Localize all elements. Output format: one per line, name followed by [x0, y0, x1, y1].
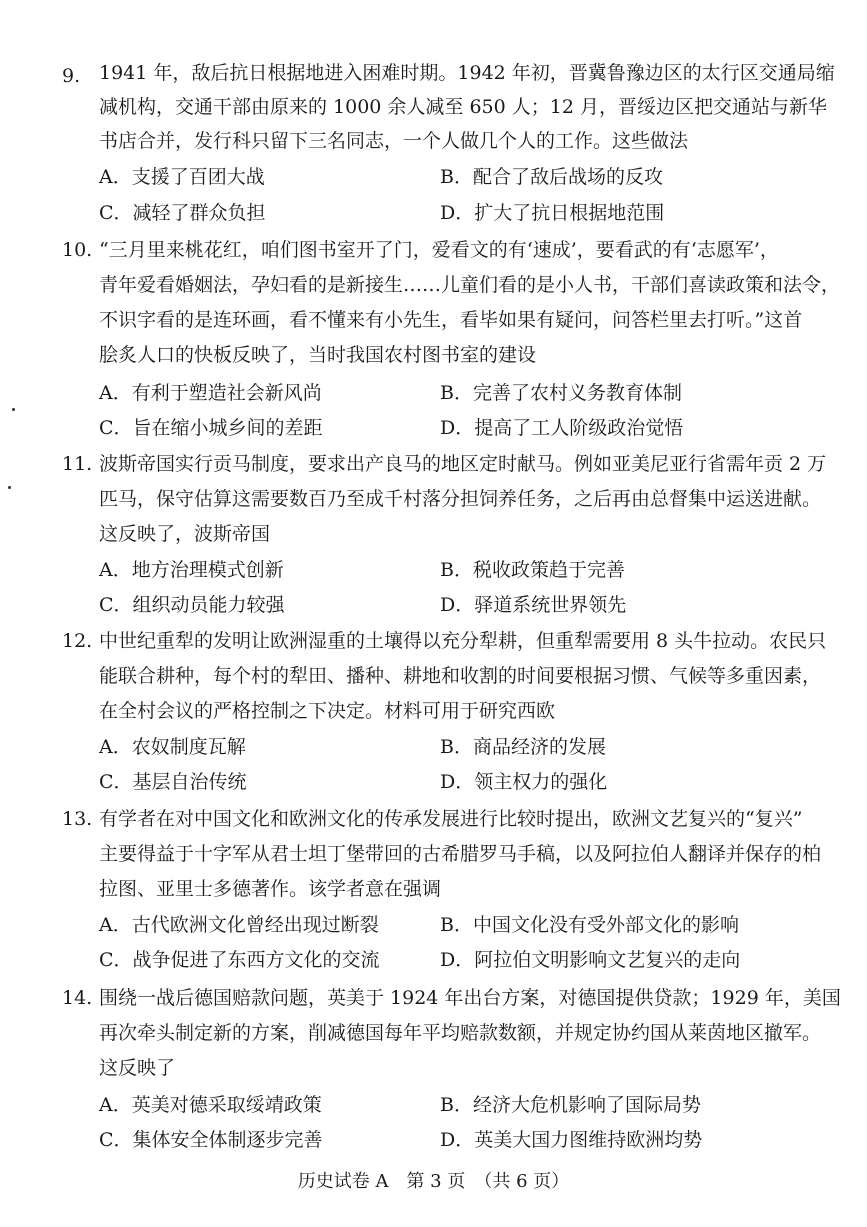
question-text-line: 这反映了 — [99, 1057, 176, 1079]
option-c: C．减轻了群众负担 — [99, 202, 266, 224]
option-a: A．农奴制度瓦解 — [99, 736, 246, 758]
question-number: 9. — [62, 65, 81, 87]
question-text-line: 再次牵头制定新的方案，削减德国每年平均赔款数额，并规定协约国从莱茵地区撤军。 — [99, 1022, 822, 1044]
question-text-line: 书店合并，发行科只留下三名同志，一个人做几个人的工作。这些做法 — [99, 130, 689, 152]
option-a: A．支援了百团大战 — [99, 166, 265, 188]
question-text-line: 主要得益于十字军从君士坦丁堡带回的古希腊罗马手稿，以及阿拉伯人翻译并保存的柏 — [99, 843, 822, 865]
question-text-line: 拉图、亚里士多德著作。该学者意在强调 — [99, 878, 442, 900]
option-b: B．配合了敌后战场的反攻 — [440, 166, 663, 188]
question-text-line: 青年爱看婚姻法，孕妇看的是新接生……儿童们看的是小人书，干部们喜读政策和法令， — [99, 274, 841, 296]
option-a: A．古代欧洲文化曾经出现过断裂 — [99, 914, 379, 936]
question-text-line: 波斯帝国实行贡马制度，要求出产良马的地区定时献马。例如亚美尼亚行省需年贡 2 万 — [99, 453, 827, 475]
option-b: B．完善了农村义务教育体制 — [440, 382, 682, 404]
scan-speck — [8, 486, 11, 489]
option-d: D．领主权力的强化 — [440, 771, 608, 793]
option-b: B．税收政策趋于完善 — [440, 559, 625, 581]
option-c: C．组织动员能力较强 — [99, 594, 285, 616]
question-number: 14. — [62, 987, 93, 1009]
option-d: D．提高了工人阶级政治觉悟 — [440, 417, 684, 439]
question-text-line: “三月里来桃花红，咱们图书室开了门，爱看文的有‘速成’，要看武的有‘志愿军’， — [99, 239, 779, 261]
question-text-line: 不识字看的是连环画，看不懂来有小先生，看毕如果有疑问，问答栏里去打听。”这首 — [99, 309, 803, 331]
option-b: B．商品经济的发展 — [440, 736, 606, 758]
question-number: 12. — [62, 630, 93, 652]
question-text-line: 能联合耕种，每个村的犁田、播种、耕地和收割的时间要根据习惯、气候等多重因素， — [99, 665, 822, 687]
option-b: B．经济大危机影响了国际局势 — [440, 1094, 701, 1116]
option-c: C．旨在缩小城乡间的差距 — [99, 417, 323, 439]
question-text-line: 减机构，交通干部由原来的 1000 余人减至 650 人；12 月，晋绥边区把交通站与新华 — [99, 96, 827, 118]
question-text-line: 脍炙人口的快板反映了，当时我国农村图书室的建设 — [99, 344, 537, 366]
option-d: D．驿道系统世界领先 — [440, 594, 627, 616]
option-c: C．基层自治传统 — [99, 771, 247, 793]
question-number: 13. — [62, 808, 93, 830]
question-number: 10. — [62, 239, 93, 261]
option-a: A．有利于塑造社会新风尚 — [99, 382, 322, 404]
option-d: D．扩大了抗日根据地范围 — [440, 202, 665, 224]
question-text-line: 1941 年，敌后抗日根据地进入困难时期。1942 年初，晋冀鲁豫边区的太行区交通局缩 — [99, 62, 835, 84]
option-c: C．集体安全体制逐步完善 — [99, 1129, 323, 1151]
option-c: C．战争促进了东西方文化的交流 — [99, 949, 380, 971]
question-text-line: 在全村会议的严格控制之下决定。材料可用于研究西欧 — [99, 700, 556, 722]
option-a: A．英美对德采取绥靖政策 — [99, 1094, 322, 1116]
option-b: B．中国文化没有受外部文化的影响 — [440, 914, 739, 936]
scan-speck — [12, 408, 15, 411]
question-text-line: 中世纪重犁的发明让欧洲湿重的土壤得以充分犁耕，但重犁需要用 8 头牛拉动。农民只 — [99, 630, 827, 652]
option-d: D．阿拉伯文明影响文艺复兴的走向 — [440, 949, 741, 971]
question-text-line: 有学者在对中国文化和欧洲文化的传承发展进行比较时提出，欧洲文艺复兴的“复兴” — [99, 808, 803, 830]
option-d: D．英美大国力图维持欧洲均势 — [440, 1129, 703, 1151]
question-text-line: 匹马，保守估算这需要数百乃至成千村落分担饲养任务，之后再由总督集中运送进献。 — [99, 488, 822, 510]
question-text-line: 围绕一战后德国赔款问题，英美于 1924 年出台方案，对德国提供贷款；1929 年，美国 — [99, 987, 841, 1009]
question-text-line: 这反映了，波斯帝国 — [99, 523, 271, 545]
option-a: A．地方治理模式创新 — [99, 559, 284, 581]
question-number: 11. — [62, 453, 93, 475]
page-footer: 历史试卷 A 第 3 页 （共 6 页） — [297, 1171, 570, 1192]
